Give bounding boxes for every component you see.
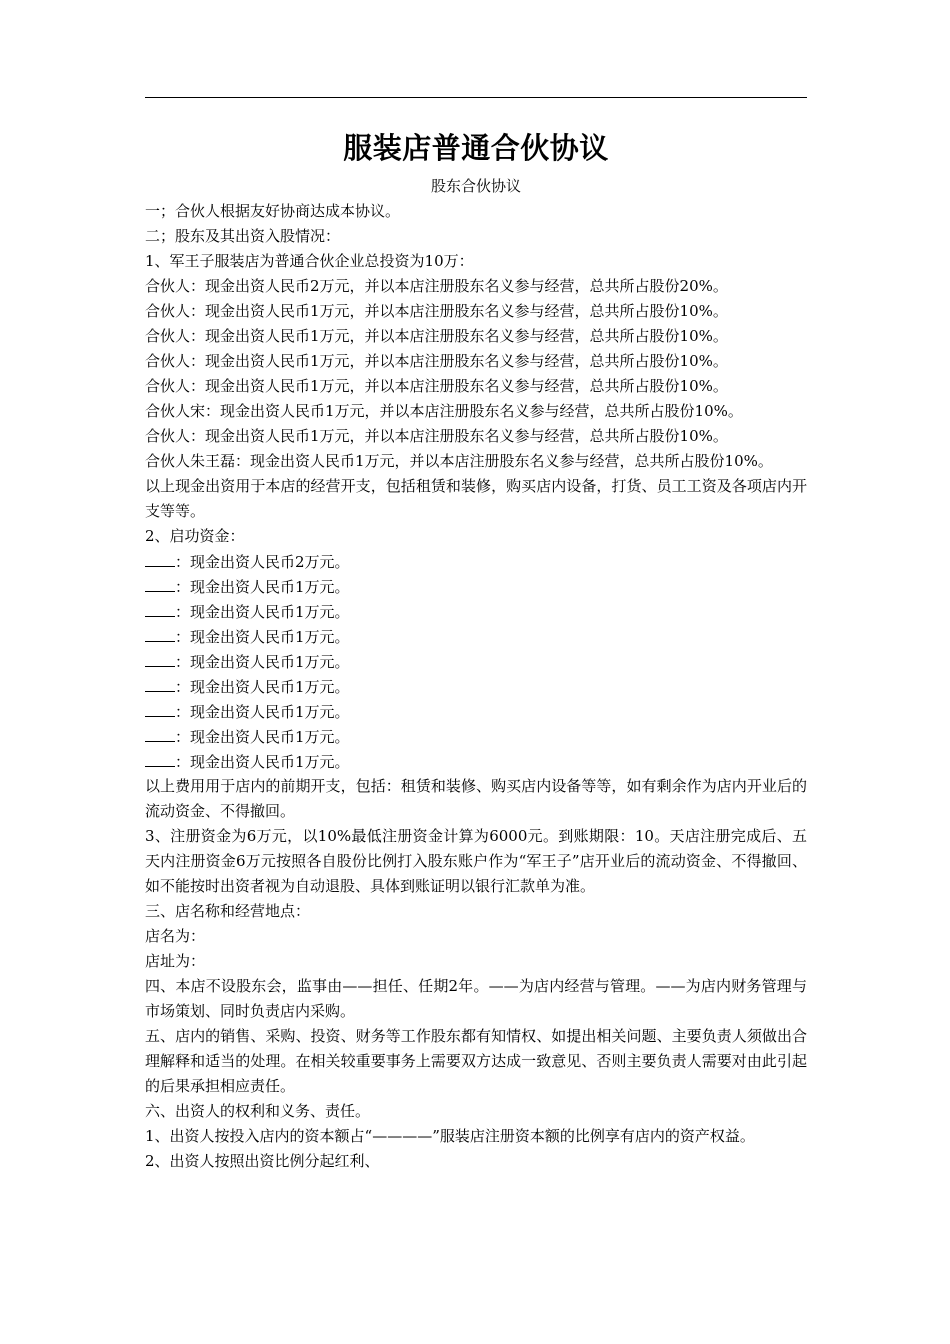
startup-item bbox=[145, 699, 807, 724]
blank-underline bbox=[145, 574, 175, 592]
startup-item bbox=[145, 674, 807, 699]
store-name-line: 店名为： bbox=[145, 927, 206, 945]
startup-item bbox=[145, 574, 807, 599]
clause-line: 一；合伙人根据友好协商达成本协议。 bbox=[145, 202, 401, 220]
right2-line: 2、出资人按照出资比例分起红利、 bbox=[145, 1152, 380, 1170]
section4-paragraph: 四、本店不设股东会，监事由——担任、任期2年。——为店内经营与管理。——为店内财务管理与市场策划、同时负责店内采购。 bbox=[145, 977, 807, 1020]
blank-underline bbox=[145, 599, 175, 617]
clause-line: 二；股东及其出资入股情况： bbox=[145, 227, 341, 245]
startup-item-text: ：现金出资人民币1万元。 bbox=[175, 653, 350, 671]
partner-line: 合伙人宋：现金出资人民币1万元，并以本店注册股东名义参与经营，总共所占股份10%。 bbox=[145, 402, 743, 420]
partner-line: 合伙人：现金出资人民币1万元，并以本店注册股东名义参与经营，总共所占股份10%。 bbox=[145, 377, 728, 395]
startup-item-text: ：现金出资人民币1万元。 bbox=[175, 603, 350, 621]
right1-paragraph: 1、出资人按投入店内的资本额占“————”服装店注册资本额的比例享有店内的资产权益。 bbox=[145, 1127, 755, 1145]
startup-item bbox=[145, 599, 807, 624]
store-address-line: 店址为： bbox=[145, 952, 206, 970]
startup-heading: 2、启功资金： bbox=[145, 527, 245, 545]
startup-item-text: ：现金出资人民币1万元。 bbox=[175, 728, 350, 746]
registered-capital-paragraph: 3、注册资金为6万元，以10%最低注册资金计算为6000元。到账期限：10。天店注册完成后、五天内注册资金6万元按照各自股份比例打入股东账户作为“军王子”店开业后的流动资金、不得撤回、如不能按时出资者视为自动退股、具体到账证明以银行汇款单为准。 bbox=[145, 827, 807, 895]
startup-item bbox=[145, 624, 807, 649]
blank-underline bbox=[145, 549, 175, 567]
partner-paragraph: 合伙人朱王磊：现金出资人民币1万元，并以本店注册股东名义参与经营，总共所占股份10%。 bbox=[145, 452, 773, 470]
document-subtitle: 股东合伙协议 bbox=[430, 177, 521, 195]
startup-item-text: ：现金出资人民币1万元。 bbox=[175, 753, 350, 771]
startup-item-text: ：现金出资人民币1万元。 bbox=[175, 678, 350, 696]
startup-item bbox=[145, 649, 807, 674]
section5-paragraph: 五、店内的销售、采购、投资、财务等工作股东都有知情权、如提出相关问题、主要负责人须做出合理解释和适当的处理。在相关较重要事务上需要双方达成一致意见、否则主要负责人需要对由此引起的后果承担相应责任。 bbox=[145, 1027, 807, 1095]
blank-underline bbox=[145, 624, 175, 642]
partner-line: 合伙人：现金出资人民币1万元，并以本店注册股东名义参与经营，总共所占股份10%。 bbox=[145, 302, 728, 320]
section3-heading: 三、店名称和经营地点： bbox=[145, 902, 311, 920]
blank-underline bbox=[145, 749, 175, 767]
document-title: 服装店普通合伙协议 bbox=[343, 131, 609, 165]
startup-item bbox=[145, 549, 807, 574]
blank-underline bbox=[145, 724, 175, 742]
startup-use-paragraph: 以上费用用于店内的前期开支，包括：租赁和装修、购买店内设备等等，如有剩余作为店内开业后的流动资金、不得撤回。 bbox=[145, 777, 807, 820]
startup-item bbox=[145, 749, 807, 774]
partner-line: 合伙人：现金出资人民币1万元，并以本店注册股东名义参与经营，总共所占股份10%。 bbox=[145, 427, 728, 445]
startup-item-text: ：现金出资人民币1万元。 bbox=[175, 703, 350, 721]
partner-line: 合伙人：现金出资人民币1万元，并以本店注册股东名义参与经营，总共所占股份10%。 bbox=[145, 327, 728, 345]
funds-use-paragraph: 以上现金出资用于本店的经营开支，包括租赁和装修，购买店内设备，打货、员工工资及各项店内开支等等。 bbox=[145, 477, 807, 520]
header-rule bbox=[145, 97, 807, 98]
blank-underline bbox=[145, 699, 175, 717]
startup-item-text: ：现金出资人民币1万元。 bbox=[175, 578, 350, 596]
partner-line: 合伙人：现金出资人民币2万元，并以本店注册股东名义参与经营，总共所占股份20%。 bbox=[145, 277, 728, 295]
section6-heading: 六、出资人的权利和义务、责任。 bbox=[145, 1102, 371, 1120]
startup-item-text: ：现金出资人民币1万元。 bbox=[175, 628, 350, 646]
document-body bbox=[145, 199, 807, 1174]
blank-underline bbox=[145, 674, 175, 692]
startup-item bbox=[145, 724, 807, 749]
startup-item-text: ：现金出资人民币2万元。 bbox=[175, 553, 350, 571]
blank-underline bbox=[145, 649, 175, 667]
clause-line: 1、军王子服装店为普通合伙企业总投资为10万： bbox=[145, 252, 474, 270]
partner-line: 合伙人：现金出资人民币1万元，并以本店注册股东名义参与经营，总共所占股份10%。 bbox=[145, 352, 728, 370]
